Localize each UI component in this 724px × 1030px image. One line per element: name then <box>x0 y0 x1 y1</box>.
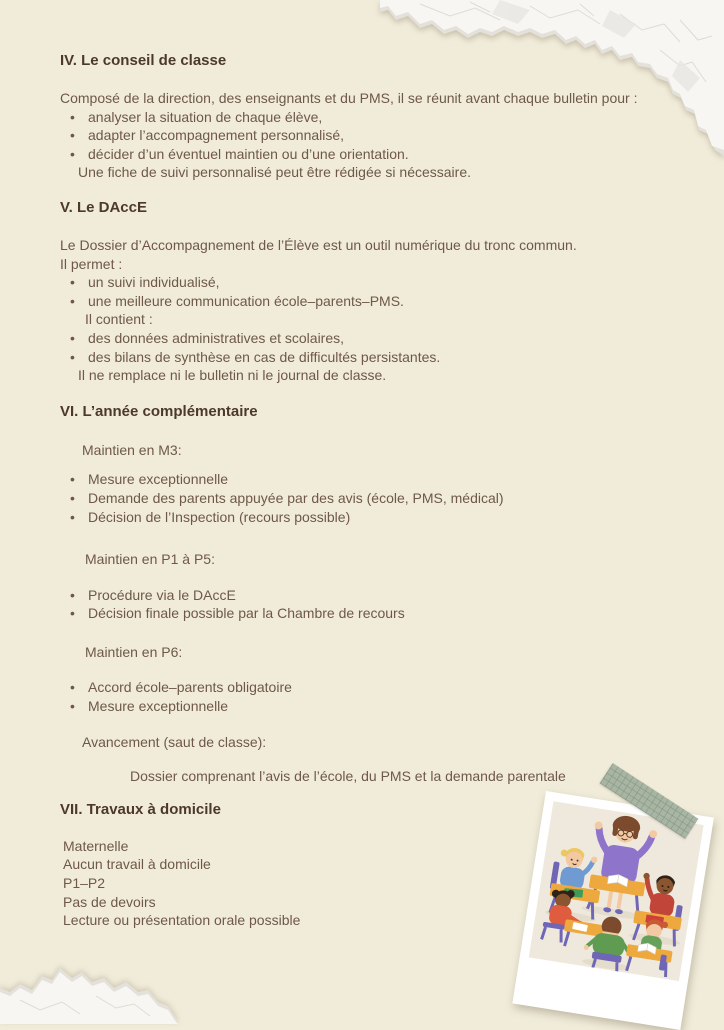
section-annee-complementaire <box>58 402 698 786</box>
maintien-p1p5-label: Maintien en P1 à P5: <box>58 550 698 569</box>
bullet-item: • Accord école–parents obligatoire <box>58 678 698 697</box>
bullet-item: • une meilleure communication école–parents–PMS. <box>58 292 698 311</box>
section-note: Une fiche de suivi personnalisé peut être rédigée si nécessaire. <box>58 163 698 182</box>
travaux-line: Aucun travail à domicile <box>58 855 698 874</box>
bullet-list <box>58 586 698 623</box>
bullet-list <box>58 470 698 526</box>
travaux-line: Lecture ou présentation orale possible <box>58 911 698 930</box>
bullet-list <box>58 678 698 715</box>
document-body <box>58 51 698 930</box>
section-dacce <box>58 198 698 385</box>
section-conseil-de-classe <box>58 51 698 182</box>
bullet-item: • Mesure exceptionnelle <box>58 470 698 489</box>
maintien-m3-label: Maintien en M3: <box>58 441 698 460</box>
permet-label: Il permet : <box>58 255 698 274</box>
section-heading: VI. L’année complémentaire <box>58 402 698 421</box>
section-heading: IV. Le conseil de classe <box>58 51 698 70</box>
avancement-note: Dossier comprenant l’avis de l’école, du PMS et la demande parentale <box>58 767 698 786</box>
bullet-item: • Décision de l’Inspection (recours possible) <box>58 508 698 527</box>
bullet-item: • un suivi individualisé, <box>58 273 698 292</box>
torn-paper-bottom-decoration <box>0 960 178 1024</box>
avancement-label: Avancement (saut de classe): <box>58 733 698 752</box>
section-intro: Le Dossier d’Accompagnement de l’Élève est un outil numérique du tronc commun. <box>58 236 698 255</box>
bullet-item: • adapter l’accompagnement personnalisé, <box>58 126 698 145</box>
bullet-item: • des données administratives et scolaires, <box>58 329 698 348</box>
bullet-item: • Procédure via le DAccE <box>58 586 698 605</box>
bullet-list <box>58 329 698 366</box>
bullet-item: • décider d’un éventuel maintien ou d’une orientation. <box>58 145 698 164</box>
bullet-item: • Demande des parents appuyée par des avis (école, PMS, médical) <box>58 489 698 508</box>
section-note: Il ne remplace ni le bulletin ni le journal de classe. <box>58 366 698 385</box>
bullet-item: • analyser la situation de chaque élève, <box>58 108 698 127</box>
travaux-line: Pas de devoirs <box>58 893 698 912</box>
bullet-list <box>58 273 698 310</box>
bullet-item: • Décision finale possible par la Chambre de recours <box>58 604 698 623</box>
section-heading: VII. Travaux à domicile <box>58 800 698 819</box>
travaux-line: P1–P2 <box>58 874 698 893</box>
section-heading: V. Le DAccE <box>58 198 698 217</box>
contient-label: Il contient : <box>58 310 698 329</box>
bullet-list <box>58 108 698 164</box>
bullet-item: • Mesure exceptionnelle <box>58 697 698 716</box>
bullet-item: • des bilans de synthèse en cas de difficultés persistantes. <box>58 348 698 367</box>
travaux-line: Maternelle <box>58 837 698 856</box>
section-intro: Composé de la direction, des enseignants et du PMS, il se réunit avant chaque bulletin pour : <box>58 89 698 108</box>
maintien-p6-label: Maintien en P6: <box>58 643 698 662</box>
